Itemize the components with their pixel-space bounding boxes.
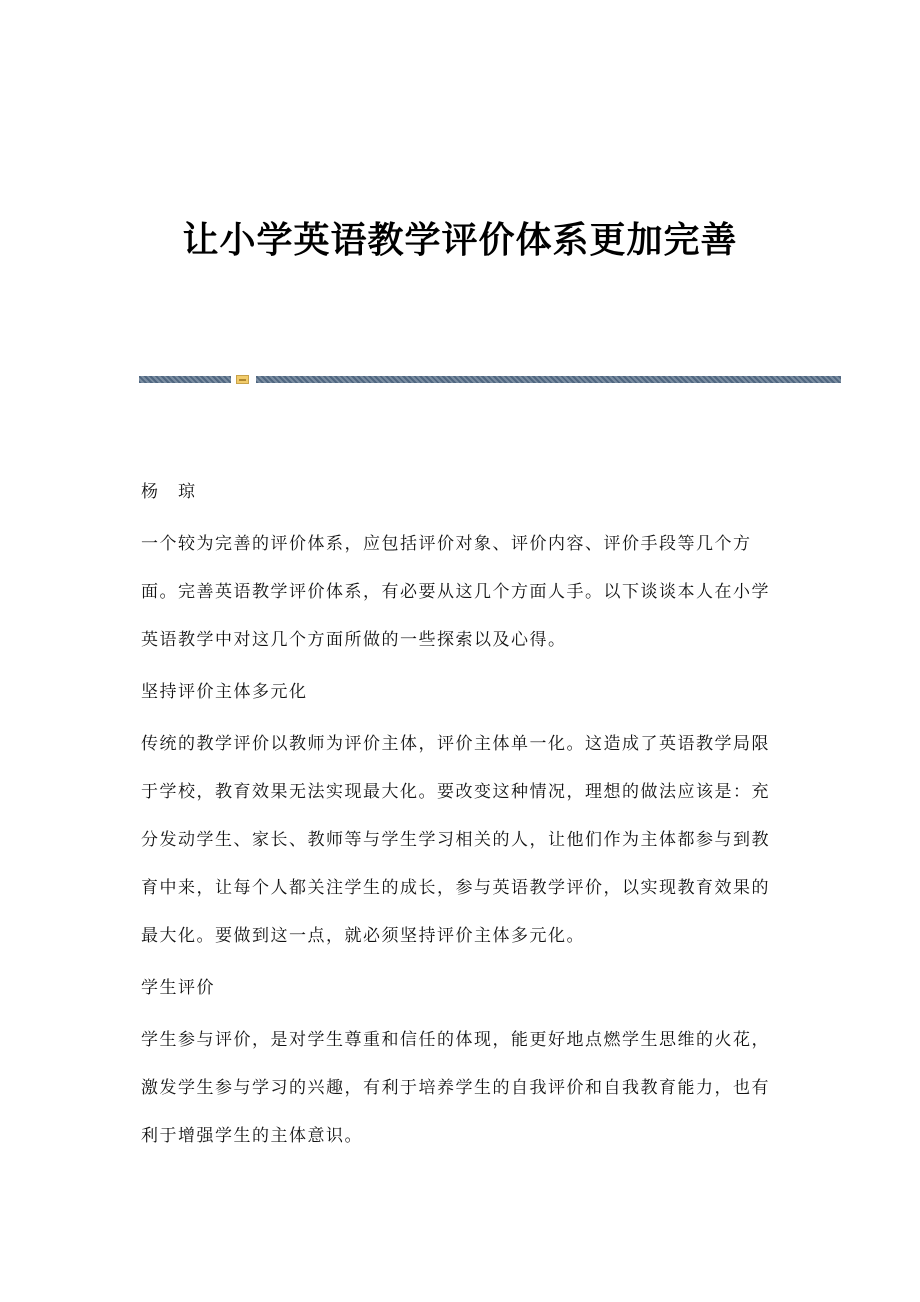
section-heading-diversified-subjects: 坚持评价主体多元化 <box>141 682 308 702</box>
divider-right-segment <box>256 376 841 383</box>
body-paragraph-traditional-evaluation: 传统的教学评价以教师为评价主体，评价主体单一化。这造成了英语教学局限于学校，教育效果无法实现最大化。要改变这种情况，理想的做法应该是：充分发动学生、家长、教师等与学生学习相关的人，让他们作为主体都参与到教育中来，让每个人都关注学生的成长，参与英语教学评价，以实现教育效果的最大化。要做到这一点，就必须坚持评价主体多元化。 <box>141 734 770 946</box>
document-body <box>141 468 773 1164</box>
title-divider <box>139 375 841 384</box>
intro-paragraph: 一个较为完善的评价体系，应包括评价对象、评价内容、评价手段等几个方面。完善英语教学评价体系，有必要从这几个方面人手。以下谈谈本人在小学英语教学中对这几个方面所做的一些探索以及心得。 <box>141 534 770 650</box>
author-name: 杨琼 <box>141 482 215 502</box>
divider-ornament-icon <box>236 375 249 384</box>
document-title: 让小学英语教学评价体系更加完善 <box>182 219 738 261</box>
section-heading-student-evaluation: 学生评价 <box>141 978 215 998</box>
body-paragraph-student-participation: 学生参与评价，是对学生尊重和信任的体现，能更好地点燃学生思维的火花，激发学生参与学习的兴趣，有利于培养学生的自我评价和自我教育能力，也有利于增强学生的主体意识。 <box>141 1030 770 1146</box>
divider-left-segment <box>139 376 231 383</box>
